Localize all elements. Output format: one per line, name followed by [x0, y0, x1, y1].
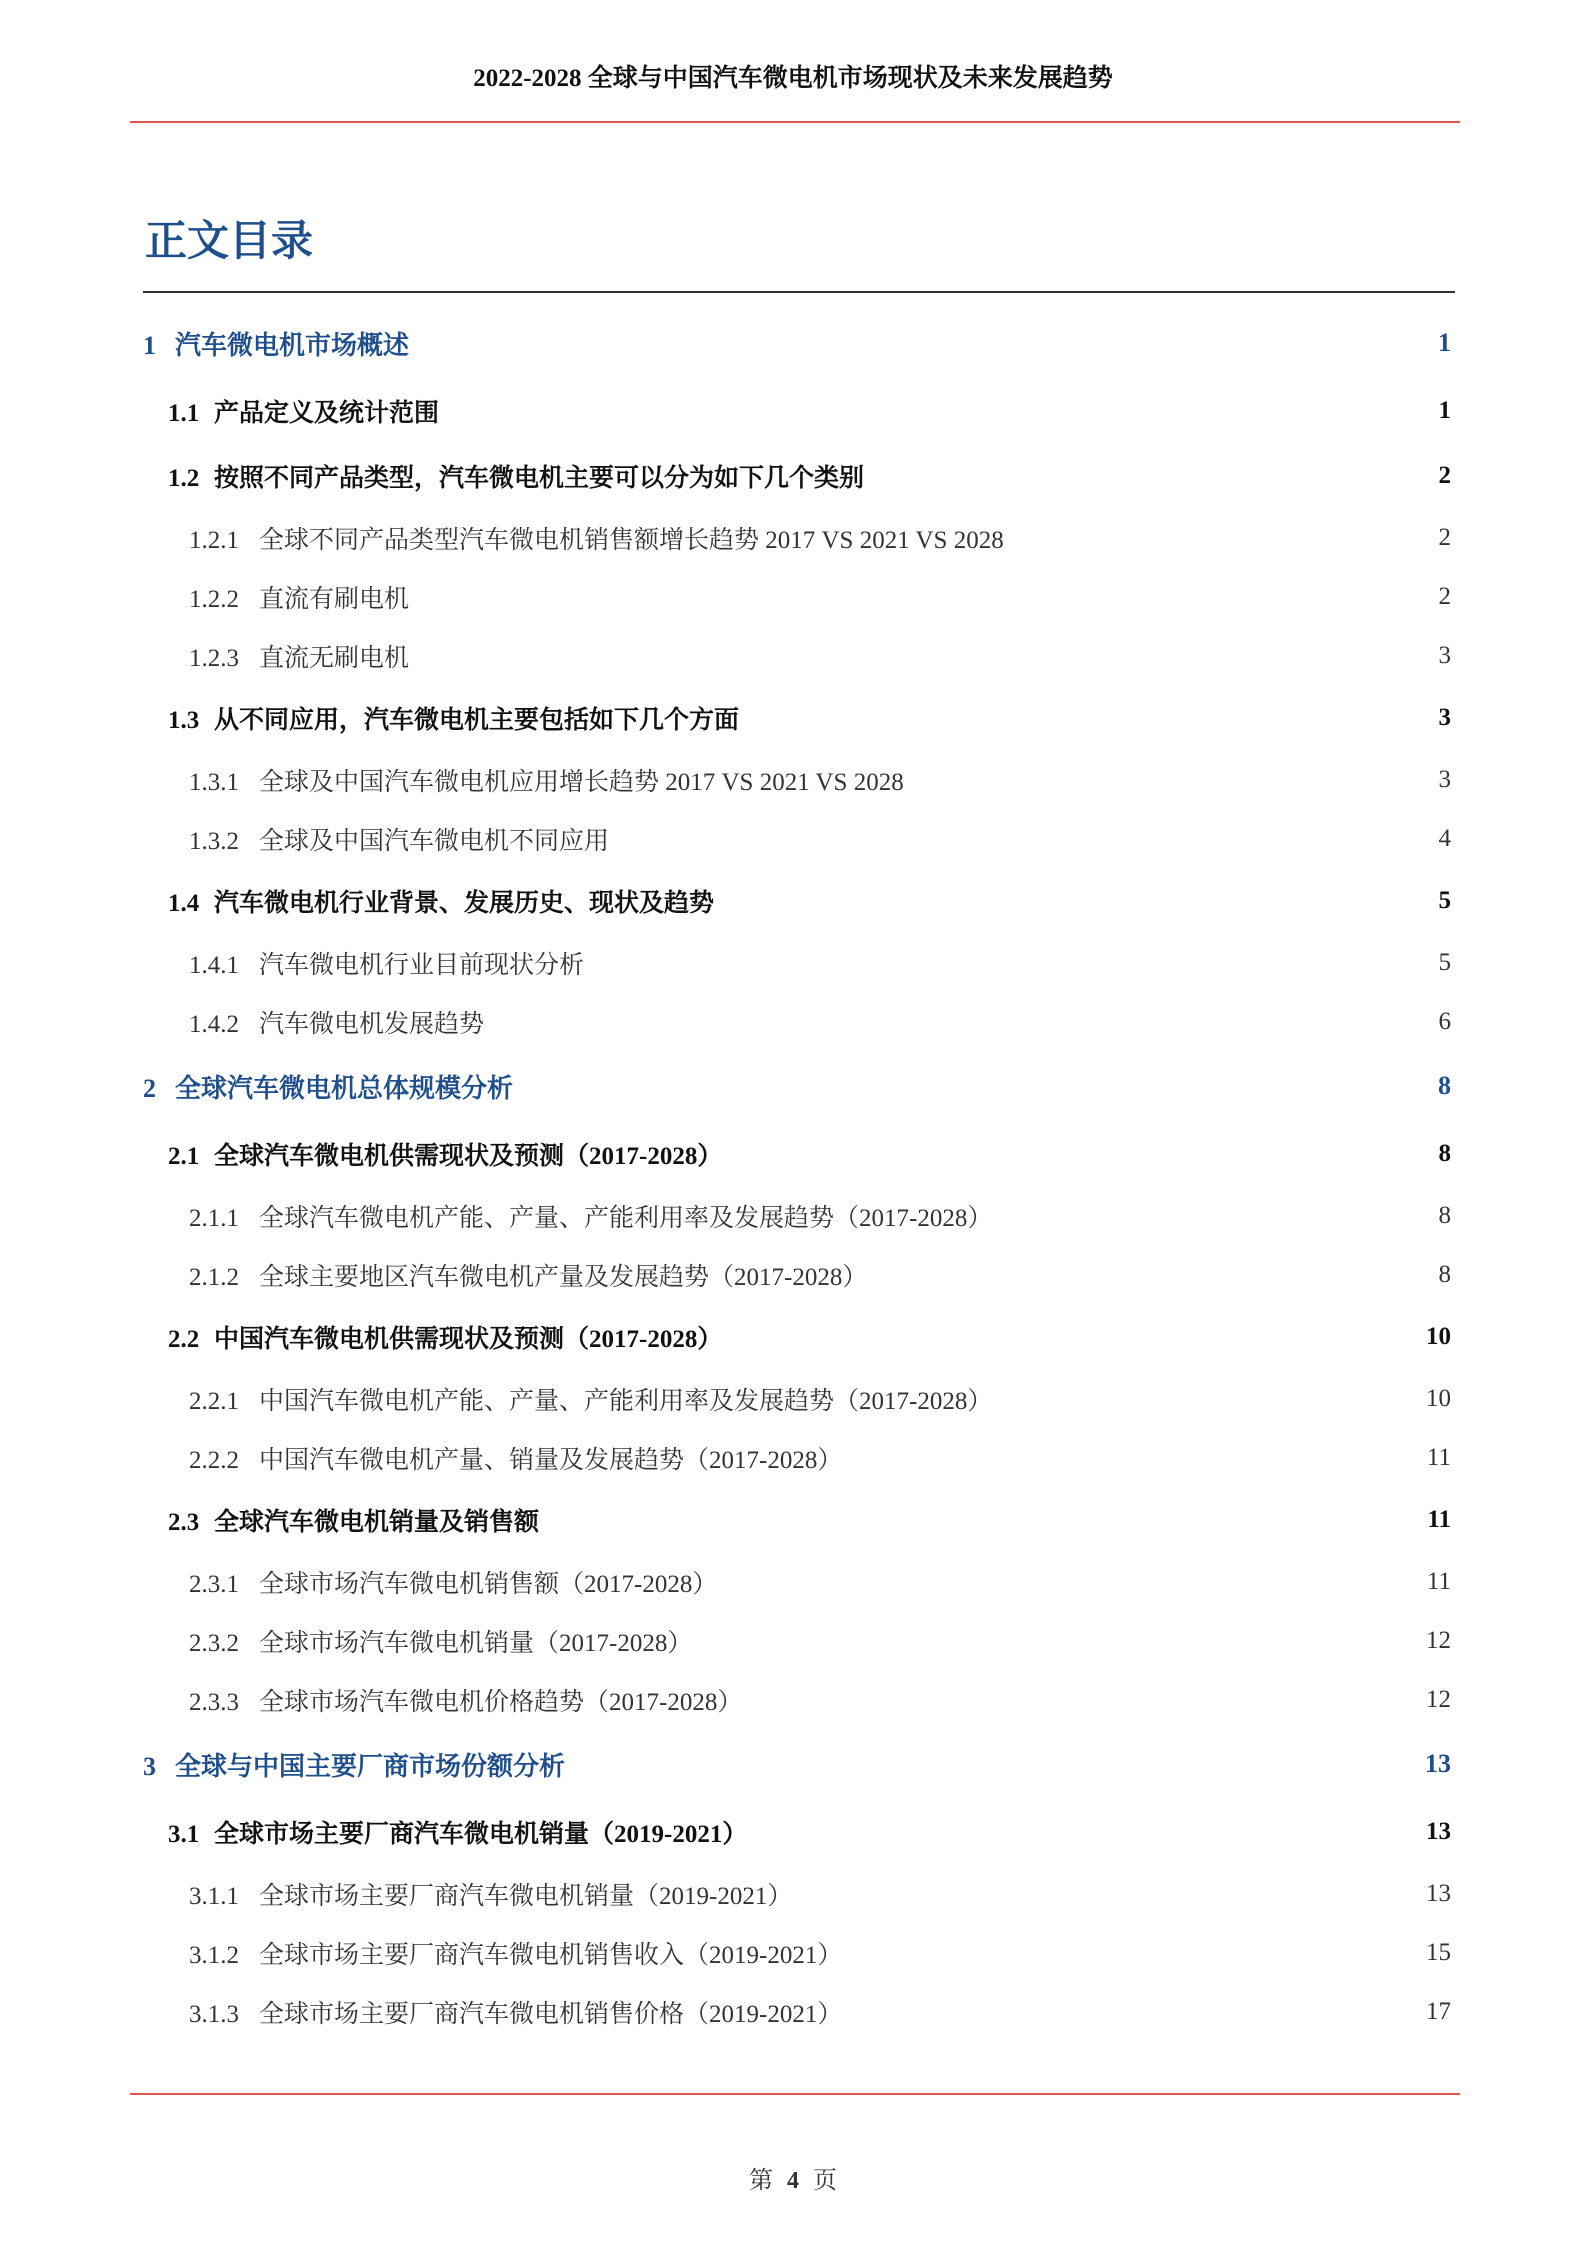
toc-entry-page-number: 11	[1426, 1443, 1451, 1471]
toc-entry-title: 中国汽车微电机产量、销量及发展趋势（2017-2028）	[259, 1446, 843, 1474]
toc-entry[interactable]	[143, 809, 1455, 868]
toc-entry[interactable]	[143, 308, 1455, 378]
toc-entry-page-number: 3	[1438, 641, 1451, 669]
toc-entry[interactable]	[143, 1428, 1455, 1487]
toc-entry[interactable]	[143, 1552, 1455, 1611]
footer-suffix: 页	[813, 2168, 837, 2194]
toc-entry-page-number: 8	[1438, 1071, 1451, 1100]
toc-entry-number: 2.1.1	[189, 1204, 239, 1232]
toc-entry[interactable]	[143, 1051, 1455, 1121]
toc-entry-title: 中国汽车微电机供需现状及预测（2017-2028）	[214, 1325, 723, 1353]
toc-entry-number: 1.1	[168, 399, 200, 427]
toc-entry-page-number: 12	[1426, 1685, 1451, 1713]
toc-entry-number: 2.2.2	[189, 1446, 239, 1474]
toc-entry-label	[189, 762, 904, 798]
toc-entry-title: 汽车微电机行业目前现状分析	[259, 951, 585, 979]
toc-entry-title: 全球汽车微电机供需现状及预测（2017-2028）	[214, 1142, 723, 1170]
toc-entry-number: 2.1.2	[189, 1263, 239, 1291]
toc-entry-number: 1.4.1	[189, 951, 239, 979]
toc-entry-title: 全球市场主要厂商汽车微电机销量（2019-2021）	[214, 1820, 748, 1848]
toc-entry[interactable]	[143, 1369, 1455, 1428]
toc-entry-title: 按照不同产品类型，汽车微电机主要可以分为如下几个类别	[214, 464, 865, 492]
toc-entry-page-number: 13	[1425, 1749, 1451, 1778]
toc-entry-number: 2.3	[168, 1508, 200, 1536]
toc-heading: 正文目录	[145, 216, 314, 265]
toc-entry-number: 1.2.2	[189, 585, 239, 613]
toc-entry[interactable]	[143, 1799, 1455, 1864]
toc-entry-title: 全球市场主要厂商汽车微电机销量（2019-2021）	[259, 1882, 793, 1910]
toc-entry-title: 汽车微电机市场概述	[175, 330, 410, 360]
footer-page-number: 4	[787, 2168, 799, 2194]
toc-entry-page-number: 10	[1426, 1384, 1451, 1412]
toc-entry-number: 3.1	[168, 1820, 200, 1848]
toc-entry[interactable]	[143, 443, 1455, 508]
toc-entry-label	[189, 1257, 867, 1293]
toc-entry-title: 全球汽车微电机产能、产量、产能利用率及发展趋势（2017-2028）	[259, 1204, 993, 1232]
toc-entry-label	[189, 1682, 742, 1718]
toc-entry-number: 1.3	[168, 706, 200, 734]
toc-entry-page-number: 10	[1426, 1322, 1451, 1350]
toc-entry-number: 3	[143, 1751, 156, 1781]
toc-entry[interactable]	[143, 933, 1455, 992]
toc-entry[interactable]	[143, 1923, 1455, 1982]
toc-entry-label	[189, 1381, 992, 1417]
toc-entry-page-number: 5	[1438, 886, 1451, 914]
toc-entry-label	[189, 945, 584, 981]
toc-entry[interactable]	[143, 1186, 1455, 1245]
toc-entry-title: 全球市场汽车微电机销量（2017-2028）	[259, 1629, 693, 1657]
toc-entry-label	[189, 1876, 792, 1912]
toc-entry[interactable]	[143, 1611, 1455, 1670]
toc-entry-number: 2.2.1	[189, 1387, 239, 1415]
page-footer	[0, 2160, 1586, 2195]
toc-entry-page-number: 2	[1438, 461, 1451, 489]
toc-entry-label	[189, 1623, 692, 1659]
toc-entry-label	[168, 1136, 722, 1172]
toc-entry-title: 全球市场主要厂商汽车微电机销售价格（2019-2021）	[259, 2000, 843, 2028]
toc-entry-number: 1.4.2	[189, 1010, 239, 1038]
toc-entry-title: 直流有刷电机	[259, 585, 410, 613]
toc-entry-title: 全球与中国主要厂商市场份额分析	[175, 1751, 566, 1781]
toc-entry-label	[189, 1198, 992, 1234]
toc-entry-number: 2.3.2	[189, 1629, 239, 1657]
toc-entry-number: 2	[143, 1073, 156, 1103]
toc-entry-label	[168, 458, 864, 494]
toc-entry-label	[168, 1814, 747, 1850]
toc-entry-label	[189, 1440, 842, 1476]
toc-entry-label	[168, 1319, 722, 1355]
toc-entry-title: 从不同应用，汽车微电机主要包括如下几个方面	[214, 706, 740, 734]
footer-divider	[130, 2093, 1460, 2095]
toc-entry-label	[143, 325, 409, 362]
toc-entry-label	[189, 1935, 842, 1971]
toc-entry[interactable]	[143, 508, 1455, 567]
toc-entry-title: 全球汽车微电机总体规模分析	[175, 1073, 514, 1103]
toc-entry-number: 2.1	[168, 1142, 200, 1170]
toc-entry[interactable]	[143, 992, 1455, 1051]
toc-entry[interactable]	[143, 685, 1455, 750]
toc-entry-number: 2.3.3	[189, 1688, 239, 1716]
toc-entry-page-number: 5	[1438, 948, 1451, 976]
toc-entry-title: 全球市场汽车微电机销售额（2017-2028）	[259, 1570, 718, 1598]
toc-entry[interactable]	[143, 378, 1455, 443]
toc-entry[interactable]	[143, 868, 1455, 933]
toc-entry-page-number: 13	[1426, 1879, 1451, 1907]
toc-entry-label	[168, 700, 739, 736]
toc-entry-title: 中国汽车微电机产能、产量、产能利用率及发展趋势（2017-2028）	[259, 1387, 993, 1415]
toc-entry-page-number: 3	[1438, 703, 1451, 731]
toc-entry-page-number: 11	[1427, 1505, 1451, 1533]
toc-entry[interactable]	[143, 1670, 1455, 1729]
toc-entry[interactable]	[143, 1487, 1455, 1552]
toc-entry-number: 3.1.1	[189, 1882, 239, 1910]
toc-entry-page-number: 17	[1426, 1997, 1451, 2025]
toc-entry-page-number: 11	[1426, 1567, 1451, 1595]
toc-entry-title: 全球主要地区汽车微电机产量及发展趋势（2017-2028）	[259, 1263, 868, 1291]
toc-entry-number: 1	[143, 330, 156, 360]
toc-entry[interactable]	[143, 1864, 1455, 1923]
toc-entry-number: 2.2	[168, 1325, 200, 1353]
toc-entry-page-number: 2	[1438, 582, 1451, 610]
toc-entry[interactable]	[143, 1121, 1455, 1186]
toc-list	[143, 308, 1455, 2041]
toc-entry-title: 全球市场汽车微电机价格趋势（2017-2028）	[259, 1688, 743, 1716]
toc-entry-title: 直流无刷电机	[259, 644, 410, 672]
toc-entry-title: 全球汽车微电机销量及销售额	[214, 1508, 540, 1536]
toc-entry-number: 1.2.1	[189, 526, 239, 554]
toc-entry-title: 全球不同产品类型汽车微电机销售额增长趋势 2017 VS 2021 VS 2028	[259, 526, 1004, 554]
toc-entry-page-number: 3	[1438, 765, 1451, 793]
toc-entry-number: 1.2.3	[189, 644, 239, 672]
toc-entry-label	[189, 1004, 484, 1040]
toc-entry-label	[189, 1994, 842, 2030]
toc-entry-page-number: 2	[1438, 523, 1451, 551]
toc-entry-page-number: 1	[1438, 396, 1451, 424]
toc-entry[interactable]	[143, 1245, 1455, 1304]
toc-entry-label	[189, 1564, 717, 1600]
toc-entry-page-number: 15	[1426, 1938, 1451, 1966]
toc-entry[interactable]	[143, 567, 1455, 626]
toc-entry-number: 3.1.3	[189, 2000, 239, 2028]
toc-entry-title: 全球及中国汽车微电机不同应用	[259, 827, 610, 855]
toc-entry-label	[189, 579, 409, 615]
toc-entry-title: 全球及中国汽车微电机应用增长趋势 2017 VS 2021 VS 2028	[259, 768, 904, 796]
toc-entry-label	[189, 638, 409, 674]
toc-entry-page-number: 8	[1438, 1260, 1451, 1288]
toc-entry-page-number: 6	[1438, 1007, 1451, 1035]
toc-entry-page-number: 1	[1438, 328, 1451, 357]
toc-entry-number: 2.3.1	[189, 1570, 239, 1598]
toc-entry-label	[168, 393, 439, 429]
toc-entry-label	[143, 1746, 565, 1783]
toc-entry-page-number: 8	[1438, 1139, 1451, 1167]
toc-entry-label	[168, 1502, 539, 1538]
toc-entry-page-number: 13	[1426, 1817, 1451, 1845]
toc-entry[interactable]	[143, 1304, 1455, 1369]
toc-entry-number: 1.2	[168, 464, 200, 492]
toc-entry-title: 全球市场主要厂商汽车微电机销售收入（2019-2021）	[259, 1941, 843, 1969]
toc-entry-label	[143, 1068, 513, 1105]
toc-entry[interactable]	[143, 750, 1455, 809]
toc-entry-title: 产品定义及统计范围	[214, 399, 440, 427]
toc-entry-page-number: 12	[1426, 1626, 1451, 1654]
toc-entry-number: 3.1.2	[189, 1941, 239, 1969]
toc-entry-label	[189, 821, 609, 857]
footer-prefix: 第	[749, 2168, 773, 2194]
toc-entry[interactable]	[143, 626, 1455, 685]
toc-entry-page-number: 4	[1438, 824, 1451, 852]
toc-entry-number: 1.4	[168, 889, 200, 917]
toc-divider	[143, 291, 1455, 293]
toc-entry-number: 1.3.2	[189, 827, 239, 855]
toc-entry-title: 汽车微电机发展趋势	[259, 1010, 485, 1038]
document-header-title: 2022-2028 全球与中国汽车微电机市场现状及未来发展趋势	[473, 65, 1113, 92]
header-divider	[130, 121, 1460, 123]
toc-entry-page-number: 8	[1438, 1201, 1451, 1229]
toc-entry-number: 1.3.1	[189, 768, 239, 796]
toc-entry[interactable]	[143, 1729, 1455, 1799]
toc-entry[interactable]	[143, 1982, 1455, 2041]
toc-entry-label	[168, 883, 714, 919]
toc-entry-title: 汽车微电机行业背景、发展历史、现状及趋势	[214, 889, 715, 917]
toc-entry-label	[189, 520, 1004, 556]
